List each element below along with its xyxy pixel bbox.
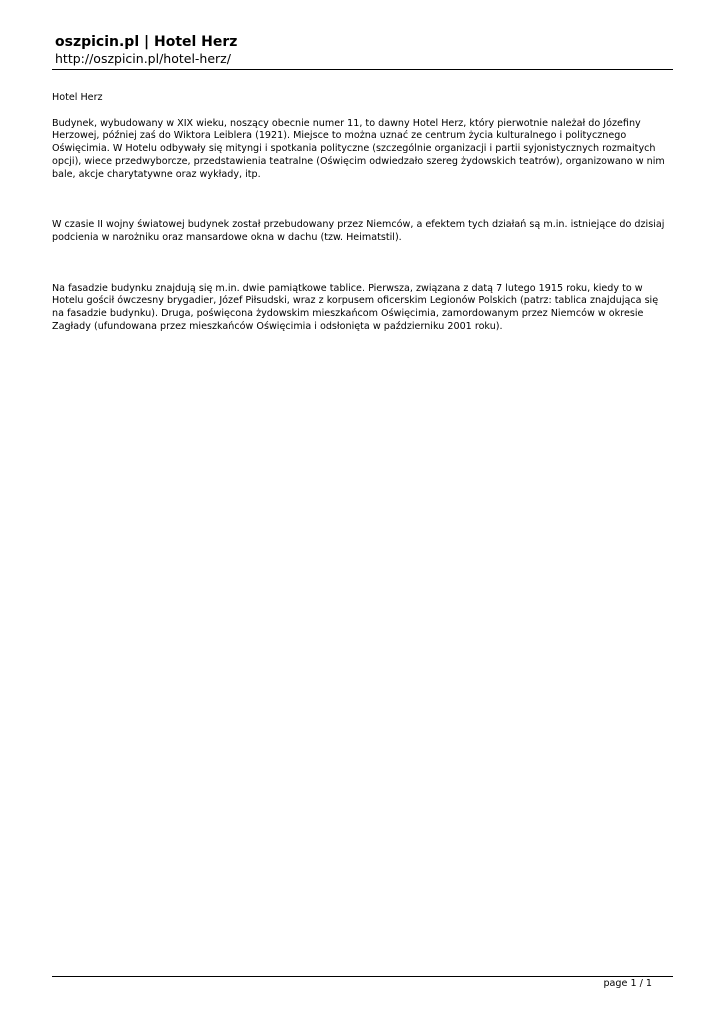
footer-divider [52, 976, 673, 977]
article-paragraph: Budynek, wybudowany w XIX wieku, noszący obecnie numer 11, to dawny Hotel Herz, który pierwotnie należał do Józefiny Herzowej, później zaś do Wiktora Leiblera (1921). Miejsce to można uznać ze centrum życia kulturalnego i politycznego Oświęcimia. W Hotelu odbywały się mityngi i spotkania polityczne (szczególnie organizacji i partii syjonistycznych rozmaitych opcji), wiece przedwyborcze, przedstawienia teatralne (Oświęcim odwiedzało szereg żydowskich teatrów), organizowano w nim bale, akcje charytatywne oraz wykłady, itp. [52, 117, 665, 180]
header-divider [52, 69, 673, 70]
site-url[interactable]: http://oszpicin.pl/hotel-herz/ [55, 51, 231, 66]
article-paragraph: Na fasadzie budynku znajdują się m.in. dwie pamiątkowe tablice. Pierwsza, związana z datą 7 lutego 1915 roku, kiedy to w Hotelu gościł ówczesny brygadier, Józef Piłsudski, wraz z korpusem oficerskim Legionów Polskich (patrz: tablica znajdująca się na fasadzie budynku). Druga, poświęcona żydowskim mieszkańcom Oświęcimia, zamordowanym przez Niemców w okresie Zagłady (ufundowana przez mieszkańców Oświęcimia i odsłonięta w październiku 2001 roku). [52, 282, 659, 332]
page-number: page 1 / 1 [603, 978, 652, 989]
article-paragraph: W czasie II wojny światowej budynek został przebudowany przez Niemców, a efektem tych działań są m.in. istniejące do dzisiaj podcienia w narożniku oraz mansardowe okna w dachu (tzw. Heimatstil). [52, 219, 665, 243]
article-body [52, 92, 673, 333]
article-title: Hotel Herz [52, 92, 103, 103]
page-header [55, 34, 673, 67]
site-title: oszpicin.pl | Hotel Herz [55, 34, 238, 50]
